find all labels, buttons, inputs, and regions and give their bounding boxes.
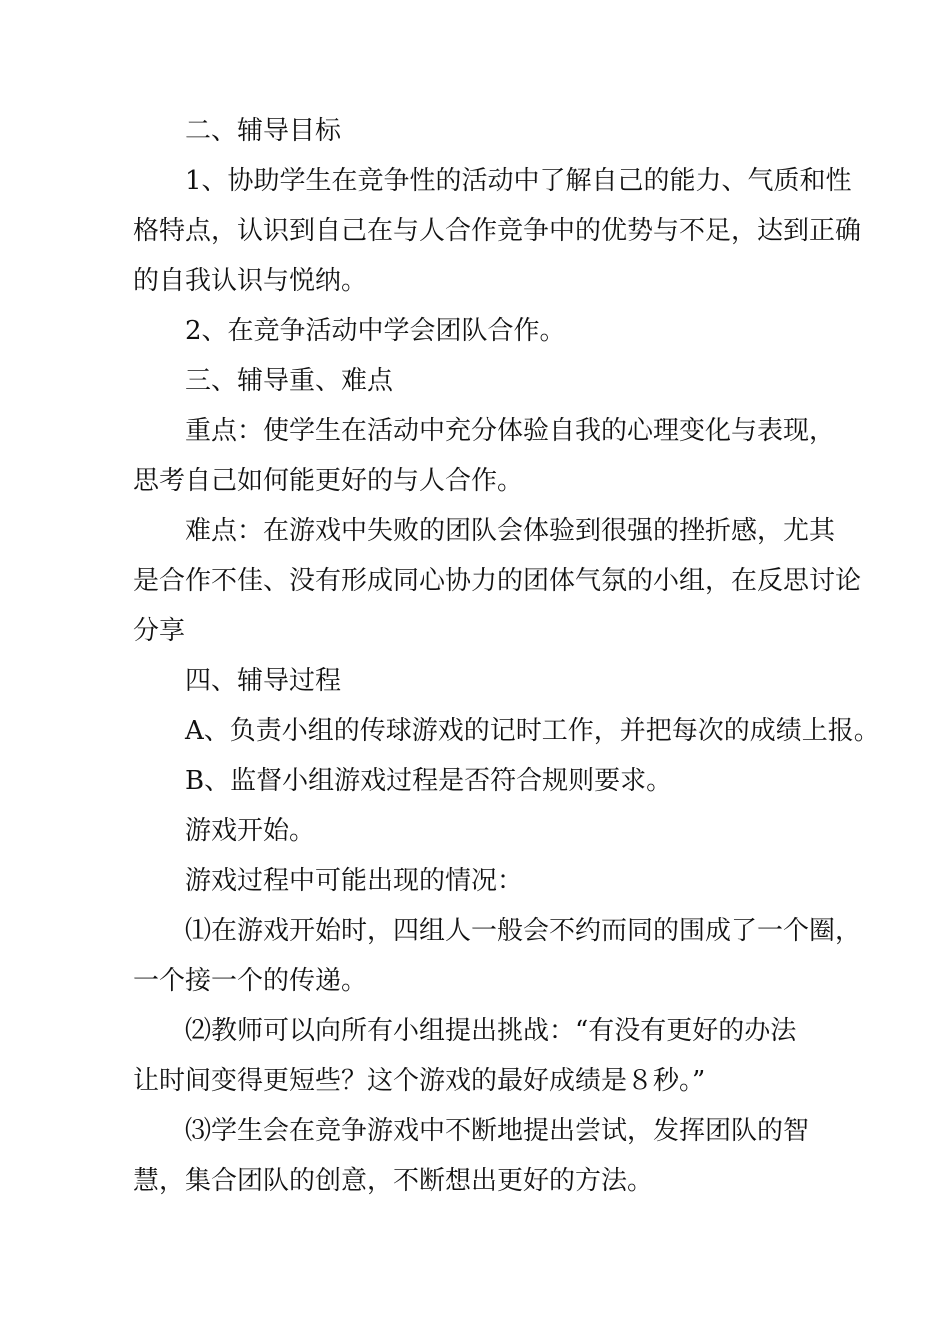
- text-line: 慧，集合团队的创意，不断想出更好的方法。: [133, 1166, 654, 1196]
- paragraph-possible-situations: [133, 856, 848, 906]
- text-line: 游戏开始。: [185, 816, 316, 846]
- paragraph-goal-1: [133, 156, 862, 306]
- paragraph-goal-2: [133, 306, 848, 356]
- text-line: A、负责小组的传球游戏的记时工作，并把每次的成绩上报。: [185, 716, 880, 746]
- text-line: 分享: [133, 616, 186, 646]
- text-line: 二、辅导目标: [185, 116, 342, 146]
- text-line: ⑴在游戏开始时，四组人一般会不约而同的围成了一个圈，: [185, 916, 862, 946]
- text-line: 2、在竞争活动中学会团队合作。: [185, 316, 566, 346]
- paragraph-situation-3: [133, 1106, 848, 1206]
- document-body: [133, 106, 880, 1206]
- heading-key-difficult-points: [133, 356, 848, 406]
- heading-counseling-goals: [133, 106, 848, 156]
- paragraph-situation-2: [133, 1006, 848, 1106]
- text-line: 让时间变得更短些？这个游戏的最好成绩是８秒。”: [133, 1066, 706, 1096]
- text-line: ⑵教师可以向所有小组提出挑战：“有没有更好的办法: [185, 1016, 797, 1046]
- text-line: 1、协助学生在竞争性的活动中了解自己的能力、气质和性: [185, 166, 852, 196]
- text-line: 的自我认识与悦纳。: [133, 266, 368, 296]
- text-line: 四、辅导过程: [185, 666, 342, 696]
- text-line: 重点：使学生在活动中充分体验自我的心理变化与表现，: [185, 416, 836, 446]
- paragraph-game-start: [133, 806, 848, 856]
- text-line: 难点：在游戏中失败的团队会体验到很强的挫折感，尤其: [185, 516, 836, 546]
- text-line: B、监督小组游戏过程是否符合规则要求。: [185, 766, 673, 796]
- text-line: 格特点，认识到自己在与人合作竞争中的优势与不足，达到正确: [133, 216, 862, 246]
- text-line: 游戏过程中可能出现的情况：: [185, 866, 524, 896]
- paragraph-item-a: [133, 706, 880, 756]
- text-line: 一个接一个的传递。: [133, 966, 368, 996]
- text-line: ⑶学生会在竞争游戏中不断地提出尝试，发挥团队的智: [185, 1116, 810, 1146]
- text-line: 是合作不佳、没有形成同心协力的团体气氛的小组，在反思讨论: [133, 566, 862, 596]
- paragraph-item-b: [133, 756, 848, 806]
- text-line: 三、辅导重、难点: [185, 366, 394, 396]
- paragraph-situation-1: [133, 906, 862, 1006]
- paragraph-difficult-point: [133, 506, 862, 656]
- heading-counseling-process: [133, 656, 848, 706]
- text-line: 思考自己如何能更好的与人合作。: [133, 466, 524, 496]
- paragraph-key-point: [133, 406, 848, 506]
